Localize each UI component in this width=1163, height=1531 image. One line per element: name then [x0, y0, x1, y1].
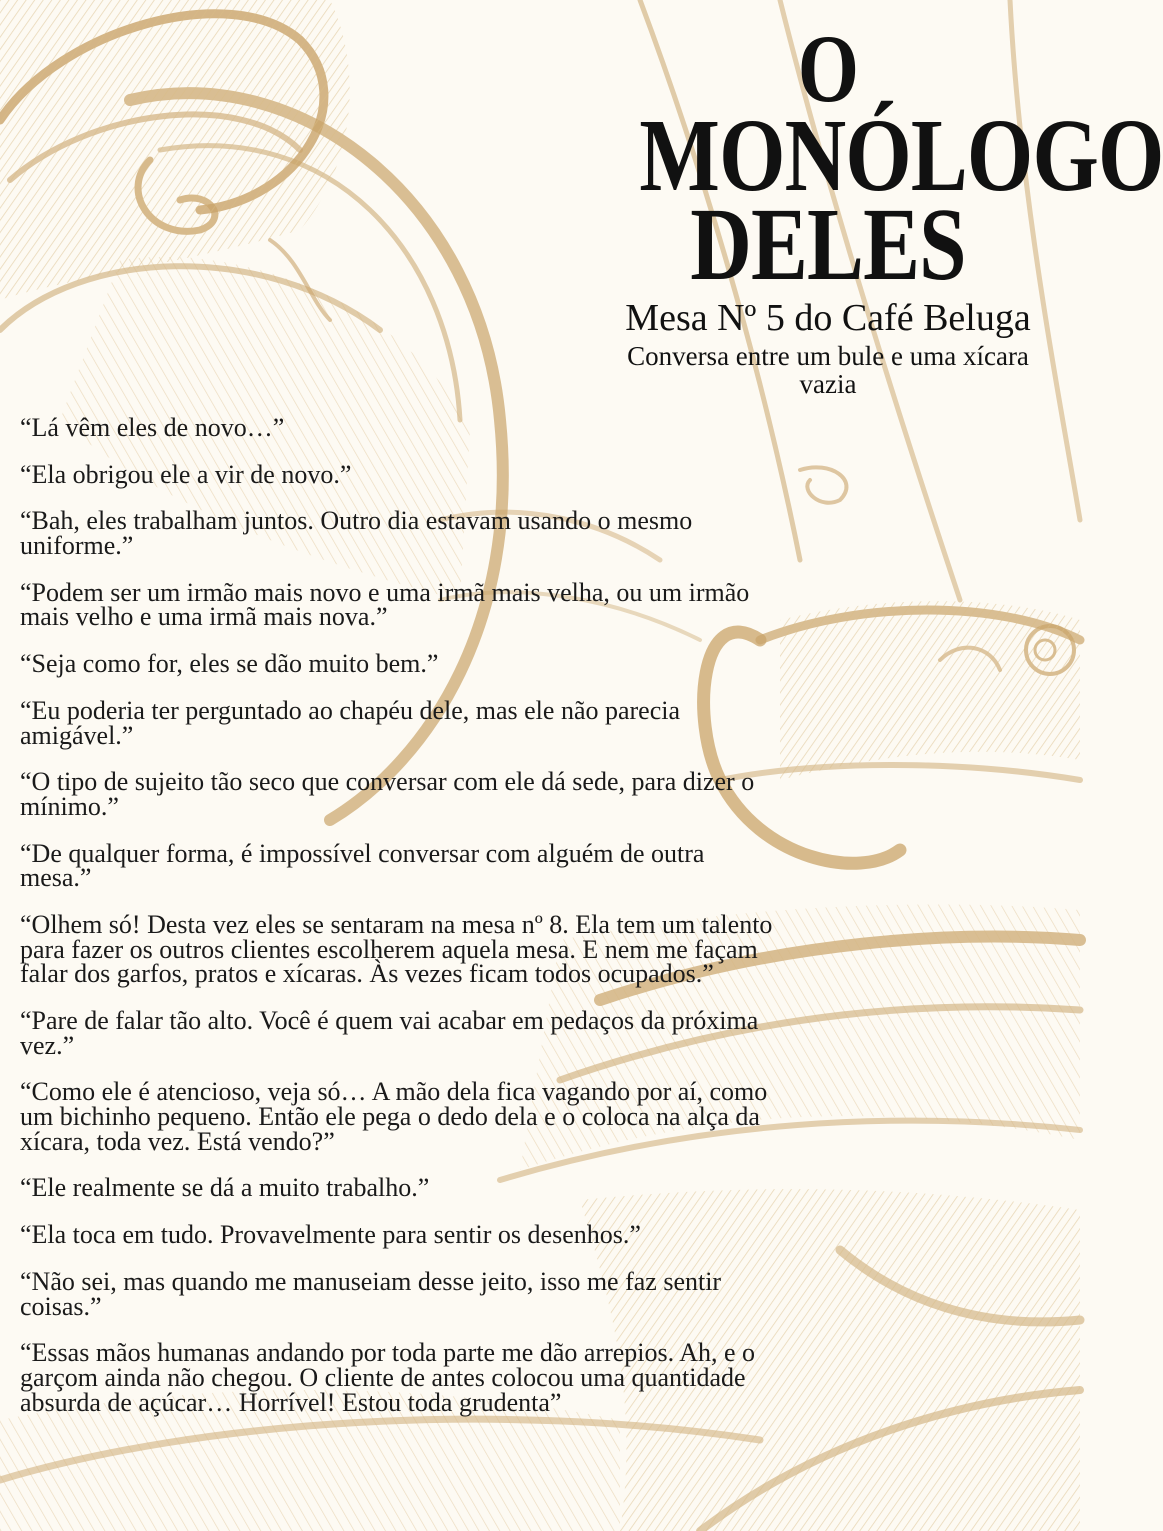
- dialogue-line: “Como ele é atencioso, veja só… A mão dela fica vagando por aí, como um bichinho pequeno. Então ele pega o dedo dela e o coloca na alça da xícara, toda vez. Está vendo?”: [20, 1077, 768, 1156]
- dialogue-line: “Essas mãos humanas andando por toda parte me dão arrepios. Ah, e o garçom ainda não chegou. O cliente de antes colocou uma quantidade absurda de açúcar… Horrível! Estou toda grudenta”: [20, 1338, 756, 1417]
- dialogue-line: “Seja como for, eles se dão muito bem.”: [20, 649, 439, 679]
- title-line-2: MONÓLOGO: [639, 97, 1163, 213]
- dialogue-line: “Eu poderia ter perguntado ao chapéu dele, mas ele não parecia amigável.”: [20, 695, 681, 750]
- subtitle: Mesa Nº 5 do Café Beluga: [625, 297, 1031, 340]
- title-line-1: O: [797, 15, 859, 122]
- dialogue-line: “Olhem só! Desta vez eles se sentaram na mesa nº 8. Ela tem um talento para fazer os outros clientes escolherem aquela mesa. E nem me façam falar dos garfos, pratos e xícaras. Às vezes ficam todos ocupados.”: [20, 909, 773, 989]
- dialogue-line: “Lá vêm eles de novo…”: [20, 413, 285, 442]
- dialogue-line: “Ele realmente se dá a muito trabalho.”: [20, 1173, 430, 1203]
- title-line-3: DELES: [690, 186, 966, 302]
- dialogue-line: “Ela obrigou ele a vir de novo.”: [20, 459, 352, 489]
- tagline: Conversa entre um bule e uma xícara vazia: [627, 341, 1029, 399]
- dialogue-line: “Pare de falar tão alto. Você é quem vai acabar em pedaços da próxima vez.”: [20, 1006, 759, 1060]
- title-block: [598, 15, 1163, 399]
- dialogue-line: “De qualquer forma, é impossível conversar com alguém de outra mesa.”: [20, 838, 705, 893]
- dialogue-line: “O tipo de sujeito tão seco que conversar com ele dá sede, para dizer o mínimo.”: [20, 767, 755, 821]
- dialogue-text: [20, 413, 780, 1437]
- dialogue-line: “Podem ser um irmão mais novo e uma irmã mais velha, ou um irmão mais velho e uma irmã mais nova.”: [20, 577, 750, 632]
- dialogue-line: “Bah, eles trabalham juntos. Outro dia estavam usando o mesmo uniforme.”: [20, 506, 693, 561]
- dialogue-line: “Não sei, mas quando me manuseiam desse jeito, isso me faz sentir coisas.”: [20, 1266, 722, 1321]
- dialogue-line: “Ela toca em tudo. Provavelmente para sentir os desenhos.”: [20, 1220, 641, 1250]
